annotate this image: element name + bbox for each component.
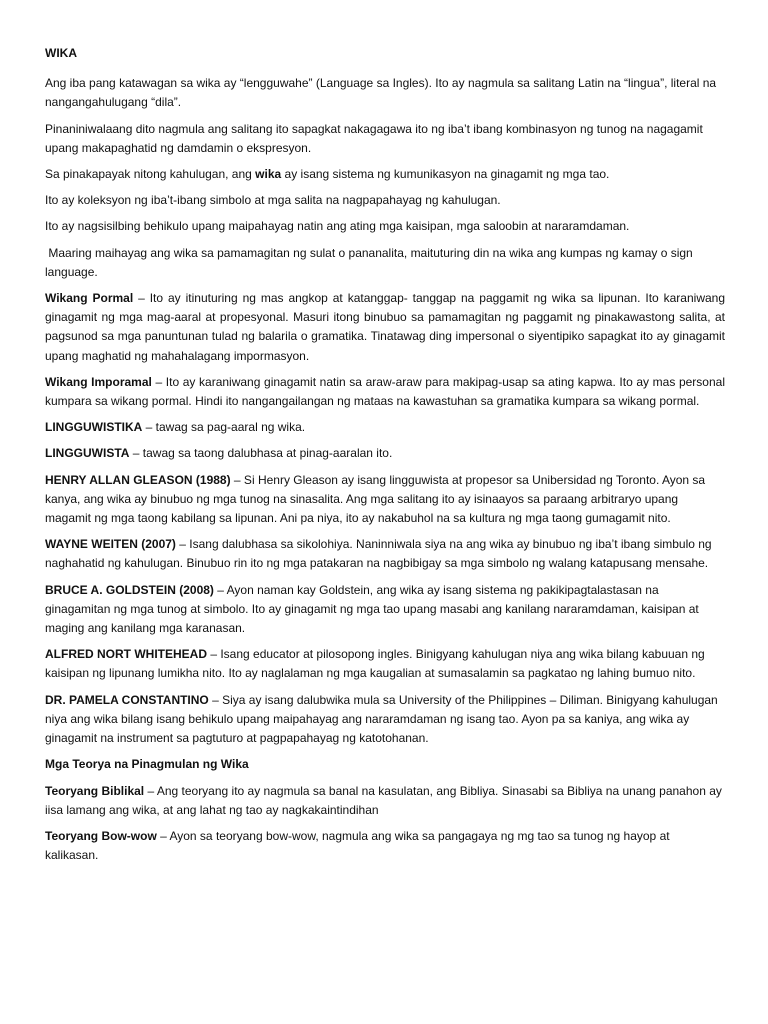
paragraph-text: ay isang sistema ng kumunikasyon na ginagamit ng mga tao. [281, 167, 610, 182]
definition-wikang-impormal [45, 373, 725, 411]
paragraph-text: Maaring maihayag ang wika sa pamamagitan ng sulat o pananalita, maituturing din na wika ang kumpas ng kamay o sign language. [45, 245, 693, 279]
paragraph-maihayag [45, 244, 725, 282]
definition-text: – Si Henry Gleason ay isang lingguwista at propesor sa Unibersidad ng Toronto. Ayon sa kanya, ang wika ay binubuo ng mga tunog na sinasalita. Ang mga salitang ito ay isinaayos sa paraang arbitraryo upang magamit ng mga taong kabilang sa lipunan. Ani pa niya, ito ay nakabuhol na sa kultura ng mga taong gumagamit nito. [45, 472, 706, 526]
definition-text: – Ang teoryang ito ay nagmula sa banal na kasulatan, ang Bibliya. Sinasabi sa Bibliya na unang panahon ay iisa lamang ang wika, at ang lahat ng tao ay nagkakaintindihan [45, 783, 722, 817]
paragraph-text: Sa pinakapayak nitong kahulugan, ang [45, 167, 256, 182]
term-teoryang-bowwow: Teoryang Bow-wow [45, 828, 157, 843]
definition-text: – Ayon naman kay Goldstein, ang wika ay isang sistema ng pakikipagtalastasan na ginagamitan ng mga tunog at simbolo. Ito ay ginagamit ng mga tao upang masabi ang kanilang nararamdaman, kaisipan at maging ang kanilang mga karanasan. [45, 582, 699, 636]
term-teoryang-biblikal: Teoryang Biblikal [45, 783, 145, 798]
definition-text: – tawag sa taong dalubhasa at pinag-aaralan ito. [129, 446, 393, 461]
definition-weiten [45, 535, 725, 573]
term-wikang-pormal: Wikang Pormal [45, 291, 134, 306]
definition-gleason [45, 471, 725, 529]
definition-lingguwista [45, 444, 725, 463]
definition-text: – Ito ay itinuturing ng mas angkop at katanggap- tanggap na paggamit ng wika sa lipunan. Ito karaniwang ginagamit ng mga mag-aaral at propesyonal. Masuri itong binubuo sa pamamagitan ng paggamit ng pinakawastong salita, at pagsunod sa mga panuntunan tulad ng balarila o gramatika. Tinatawag ding impersonal o siyentipiko sapagkat ito ay ginagamit upang maghatid ng mahahalagang impormasyon. [45, 291, 726, 363]
definition-text: – Isang educator at pilosopong ingles. Binigyang kahulugan niya ang wika bilang kabuuan ng kaisipan ng lipunang lumikha nito. Ito ay naglalaman ng mga kaugalian at sumasalamin sa pagkatao ng lahing bumuo nito. [45, 647, 705, 681]
term-constantino: DR. PAMELA CONSTANTINO [45, 692, 209, 707]
paragraph-pinaniniwalaang: Pinaniniwalaang dito nagmula ang salitang ito sapagkat nakagagawa ito ng iba’t ibang kombinasyon ng tunog na nagagamit upang makapaghatid ng damdamin o ekspresyon. [45, 121, 703, 155]
definition-teoryang-bowwow [45, 827, 725, 865]
term-lingguwista: LINGGUWISTA [45, 446, 130, 461]
term-gleason: HENRY ALLAN GLEASON (1988) [45, 472, 231, 487]
term-weiten: WAYNE WEITEN (2007) [45, 537, 176, 552]
definition-text: – Ayon sa teoryang bow-wow, nagmula ang wika sa pangagaya ng mg tao sa tunog ng hayop at kalikasan. [45, 828, 670, 863]
section-heading-teorya: Mga Teorya na Pinagmulan ng Wika [45, 757, 249, 772]
paragraph-katawagan: Ang iba pang katawagan sa wika ay “lengguwahe” (Language sa Ingles). Ito ay nagmula sa salitang Latin na “lingua”, literal na nangangahulugang “dila”. [45, 76, 717, 110]
definition-lingguwistika [45, 418, 725, 437]
definition-text: – Isang dalubhasa sa sikolohiya. Naninniwala siya na ang wika ay binubuo ng iba’t ibang simbulo ng naghahatid ng kahulugan. Binubuo rin ito ng mga patakaran na nagbibigay sa mga simbolo ng walang katapusang mensahe. [45, 537, 712, 571]
definition-text: – tawag sa pag-aaral ng wika. [142, 420, 306, 435]
term-whitehead: ALFRED NORT WHITEHEAD [45, 647, 207, 662]
definition-wikang-pormal [45, 289, 725, 366]
definition-text: – Ito ay karaniwang ginagamit natin sa araw-araw para makipag-usap sa ating kapwa. Ito ay mas personal kumpara sa wikang pormal. Hindi ito nangangailangan ng mataas na kawastuhan sa gramatika kumpara sa wikang pormal. [45, 374, 725, 409]
definition-constantino [45, 691, 725, 749]
paragraph-koleksyon: Ito ay koleksyon ng iba’t-ibang simbolo at mga salita na nagpapahayag ng kahulugan. [45, 193, 501, 208]
definition-whitehead [45, 645, 725, 683]
term-wikang-impormal: Wikang Imporamal [45, 374, 152, 389]
document-title: WIKA [45, 46, 77, 60]
paragraph-pinakapayak [45, 165, 725, 184]
definition-teoryang-biblikal [45, 782, 725, 820]
term-lingguwistika: LINGGUWISTIKA [45, 420, 143, 435]
document-page [45, 44, 725, 872]
definition-text: – Siya ay isang dalubwika mula sa University of the Philippines – Diliman. Binigyang kahulugan niya ang wika bilang isang behikulo upang maipahayag ang nararamdaman ng isang tao. Ayon pa sa kaniya, ang wika ay ginagamit na instrument sa pagtuturo at pagpapahayag ng katotohanan. [45, 692, 718, 746]
definition-goldstein [45, 581, 725, 639]
term-wika: wika [255, 167, 282, 182]
paragraph-behikulo: Ito ay nagsisilbing behikulo upang maipahayag natin ang ating mga kaisipan, mga saloobin at nararamdaman. [45, 219, 630, 234]
term-goldstein: BRUCE A. GOLDSTEIN (2008) [45, 582, 214, 597]
